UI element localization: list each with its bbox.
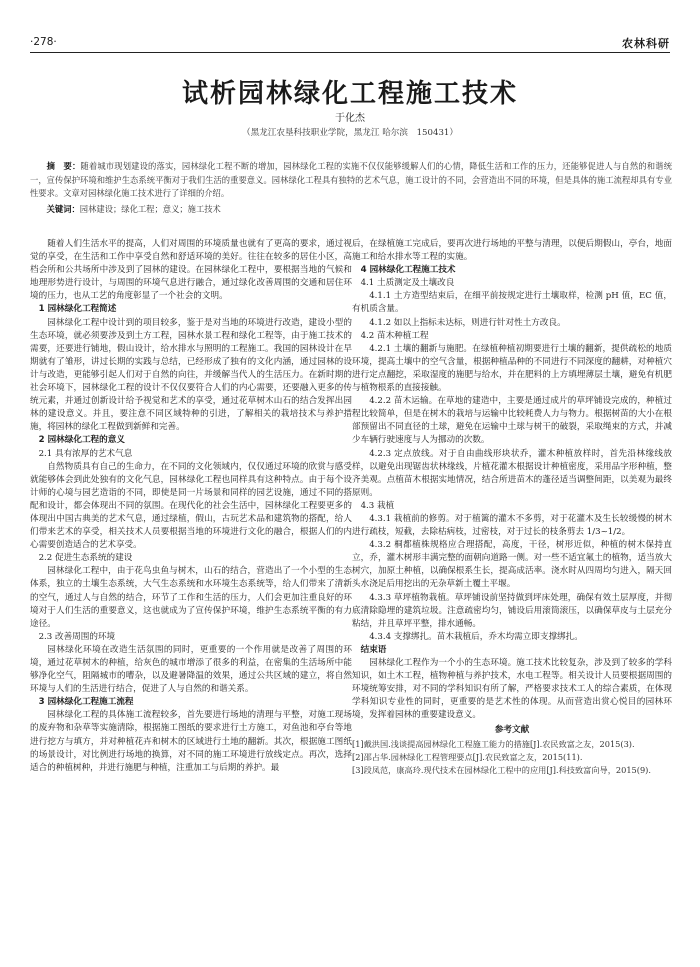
section-heading: 3 园林绿化工程施工流程	[38, 697, 134, 708]
abstract-text: 随着城市现划建设的落实，园林绿化工程不断的增加，园林绿化工程的实施不仅仅能够缓解人们的心情，降低生活和工作的压力，还能够促进人与自然的和谐统一，宣传保护环境和维护生态系统平衡对于我们生活的重要意义。园林绿化工程具有独特的艺术气息，施工设计的不同，会营造出不同的环境，但是具体的施工流程却具有专业性要求。文章对园林绿化施工技术进行了详细的介绍。	[30, 161, 672, 198]
paragraph: 4.3.2 桐都植株规格应合理搭配，高度，干径，树形近似，种植的树木保持直立，乔，灌木树形丰满完整的面朝向道路一侧。对一些不适宜氟土的植物，适当放大树穴，加原土种植，以确保根系生长，提高成活率。浇水时从四周均匀进入，隔天回头水浇足后用挖出的无杂草新土覆土平堰。	[352, 540, 672, 590]
keywords-label: 关键词：	[46, 204, 80, 214]
section-heading: 4 园林绿化工程施工技术	[360, 265, 456, 276]
subsection-heading: 2.3 改善周围的环境	[38, 631, 116, 642]
paragraph: 4.2.3 定点放线。对于自由曲线形块状乔，灌木种植放样时，首先沿林缘线放样，以避免出现锯齿状林缘线，片植花灌木根据设计种植密度，采用品字形种植，整齐美观。点植苗木根据实地情况，结合所进苗木的蓬径适当调整间距，以美观为最终原则。	[352, 448, 672, 498]
references-heading: 参考文献	[494, 725, 530, 736]
paragraph: 园林绿化工程中设计到的项目较多，鉴于是对当地的环境进行改造，建设小型的生态环境，就必须要涉及到土方工程，园林水景工程和绿化工程等，由于施工技术的需要，还要进行铺地，假山设计，给水排水与照明的工程施工。我国的园林设计在早期就有了雏形，讲过长期的实践与总结，已经形成了独有的文化内涵，通过园林的设计与改造，更能够引起人们对于自然的向往，并缓解当代人的生活压力。在新时期的社会环境下，园林绿化工程的设计不仅仅要符合人们的内心需要，还要融入更多的传统元素，并通过创新设计给予视觉和艺术的享受，通过花草树木山石的结合发挥出园林的建设意义。并且，要注意不同区域特种的引进，了解相关的栽培技术与养护措施，将园林的绿化工程做到新鲜和完善。	[30, 317, 352, 433]
paragraph: 4.3.4 支撑绑扎。苗木栽植后，乔木均需立即支撑绑扎。	[369, 631, 583, 642]
paragraph: 4.2.1 土壤的翻新与施肥。在绿植种植初期要进行土壤的翻新，提供疏松的地质环境，提高土壤中的空气含量，根据种植品种的不同进行不同深度的翻耕，对种植穴进行定点翻挖，采取湿度的施肥与给水，并在肥料的上方填埋薄层土壤，避免有机肥与植物根系的直接接触。	[352, 343, 672, 394]
subsection-heading: 4.2 苗木种植工程	[360, 330, 429, 341]
keywords	[30, 203, 672, 216]
article-title: 试析园林绿化工程施工技术	[181, 79, 518, 109]
author-affiliation: （黑龙江农垦科技职业学院，黑龙江 哈尔滨 150431）	[241, 128, 458, 138]
paragraph: 4.3.1 栽植前的修剪。对于植篱的灌木不多剪，对于花灌木及生长较缓慢的树木进行疏枝，短截，去除枯病枝，过密枝，对于过长的枝条剪去 1/3~1/2。	[352, 513, 672, 538]
subsection-heading: 2.1 具有浓厚的艺术气息	[38, 448, 133, 459]
paragraph: 后，在绿植施工完成后，要再次进行场地的平整与清理，以便后期假山，亭台，地面施工和给水排水等工程的实施。	[352, 239, 672, 263]
reference-item: [2]邵占华.园林绿化工程管理要点[J].农民致富之友，2015(11).	[352, 751, 583, 762]
paragraph: 园林绿化环境在改造生活氛围的同时，更重要的一个作用就是改善了周围的环境，通过花草树木的种植，给灰色的城市增添了很多的利益，在密集的生活场所中能够净化空气，阻隔城市的嘈杂，以及避暑降温的效果，通过公共区域的建立，将自然环境与人们的生活进行结合，促进了人与自然的和谐关系。	[30, 644, 352, 695]
paragraph: 园林绿化工程的具体施工流程较多，首先要进行场地的清理与平整，对施工现场的废弃物和杂草等实施清除，根据施工图纸的要求进行土方施工，对鱼池和亭台等地进行挖方与填方，并对种植花卉和树木的区域进行土地的翻新。其次，根据施工图纸的场景设计，对比例进行场地的换算，对不同的施工环境进行放线定点。再次，选择适合的种植树种，并进行施肥与种植，注重加工与后期的养护。最	[30, 710, 352, 773]
subsection-heading: 4.3 栽植	[360, 500, 395, 511]
left-column	[30, 238, 352, 775]
subsection-heading: 2.2 促进生态系统的建设	[38, 553, 133, 564]
paragraph: 4.2.2 苗木运输。在草地的建造中，主要是通过成片的草坪铺设完成的，种植过程比较简单，但是在树木的栽培与运输中比较耗费人力与物力。根据树苗的大小在根部预留出不同直径的土球，避免在运输中土球与树干的破裂，采取绳束的方式，并减少车辆行驶速度与人为挪动的次数。	[352, 396, 672, 446]
reference-item: [1]戴洪国.浅谈提高园林绿化工程施工能力的措施[J].农民致富之友，2015(3).	[352, 738, 635, 749]
subsection-heading: 4.1 土质测定及土壤改良	[360, 278, 455, 289]
article-author: 于化杰	[335, 113, 365, 124]
journal-section-name: 农林科研	[622, 37, 670, 50]
reference-item: [3]段凤范，康高玲.现代技术在园林绿化工程中的应用[J].科技致富向导，2015(9).	[352, 764, 651, 775]
paragraph: 园林绿化工程作为一个小的生态环境。施工技术比较复杂，涉及到了较多的学科知识，如土木工程，植物种植与养护技术，水电工程等。相关设计人员要根据周围的环境统筹安排，对不同的学科知识有所了解，严格要求技术工人的综合素质，在体现学科知识专业性的同时，更重要的是艺术性的体现。从而营造出赏心悦目的园林环境，发挥着园林的重要建设意义。	[352, 658, 672, 721]
paragraph: 园林绿化工程中，由于花鸟虫鱼与树木，山石的结合，营造出了一个小型的生态体系，独立的土壤生态系统，大气生态系统和水环境生态系统等，给人们带来了清新的空气，通过人与自然的结合，环节了工作和生活的压力，人们会更加注重良好的环境对于人们生活的重要意义，这也就成为了宣传保护环境，维护生态系统平衡的有力途径。	[30, 566, 352, 629]
paragraph: 4.3.3 草坪植物栽植。草坪铺设前坚持做到坪床处理，确保有效土层厚度，并彻底清除隐埋的建筑垃圾。注意疏密均匀，铺设后用滚筒滚压，以确保草皮与土层充分粘结，并且草坪平整，排水通畅。	[352, 592, 672, 629]
conclusion-heading: 结束语	[360, 644, 387, 655]
abstract-label: 摘 要：	[46, 161, 81, 171]
page-number: ·278·	[30, 36, 57, 48]
section-heading: 1 园林绿化工程简述	[38, 304, 117, 315]
abstract	[30, 160, 672, 201]
running-header	[30, 34, 670, 53]
paragraph: 自然物质具有自己的生命力，在不同的文化领域内，仅仅通过环境的欣赏与感受就能够体会到此处独有的文化气息，园林绿化工程也同样具有这种特点。由于每个设计师的心境与园艺造诣的不同，即使是同一片场景和同样的园艺设施，通过不同的搭配和设计，都会体现出不同的氛围。在现代化的社会生活中，园林绿化工程要更多的体现出中国古典美的艺术气息，通过绿植，假山，古玩艺术品和建筑物的搭配，给人们带来艺术的享受，相关技术人员要根据当地的环境进行文化的融合，根据人们的内心需要创造适合的艺术享受。	[30, 461, 352, 551]
keywords-text: 园林建设；绿化工程；意义；施工技术	[79, 204, 221, 214]
section-heading: 2 园林绿化工程的意义	[38, 435, 125, 446]
right-column	[352, 238, 672, 777]
paragraph: 4.1.1 土方造型结束后，在细平前按规定进行土壤取样，检测 pH 值，EC 值，有机质含量。	[352, 291, 672, 315]
paragraph: 随着人们生活水平的提高，人们对周围的环境质量也就有了更高的要求，通过视觉的享受，在生活和工作中享受自然和舒适环境的美好。往往在较多的居住小区，高档会所和公共场所中涉及到了园林的建设。在园林绿化工程中，要根据当地的气候和地理形势进行设计，与周围的环境气息进行融合，通过绿化改善周围的交通和居住环境的压力，也从工艺的角度彰显了一个社会的文明。	[30, 239, 352, 302]
paragraph: 4.1.2 如以上指标未达标，则进行针对性土方改良。	[369, 317, 566, 328]
